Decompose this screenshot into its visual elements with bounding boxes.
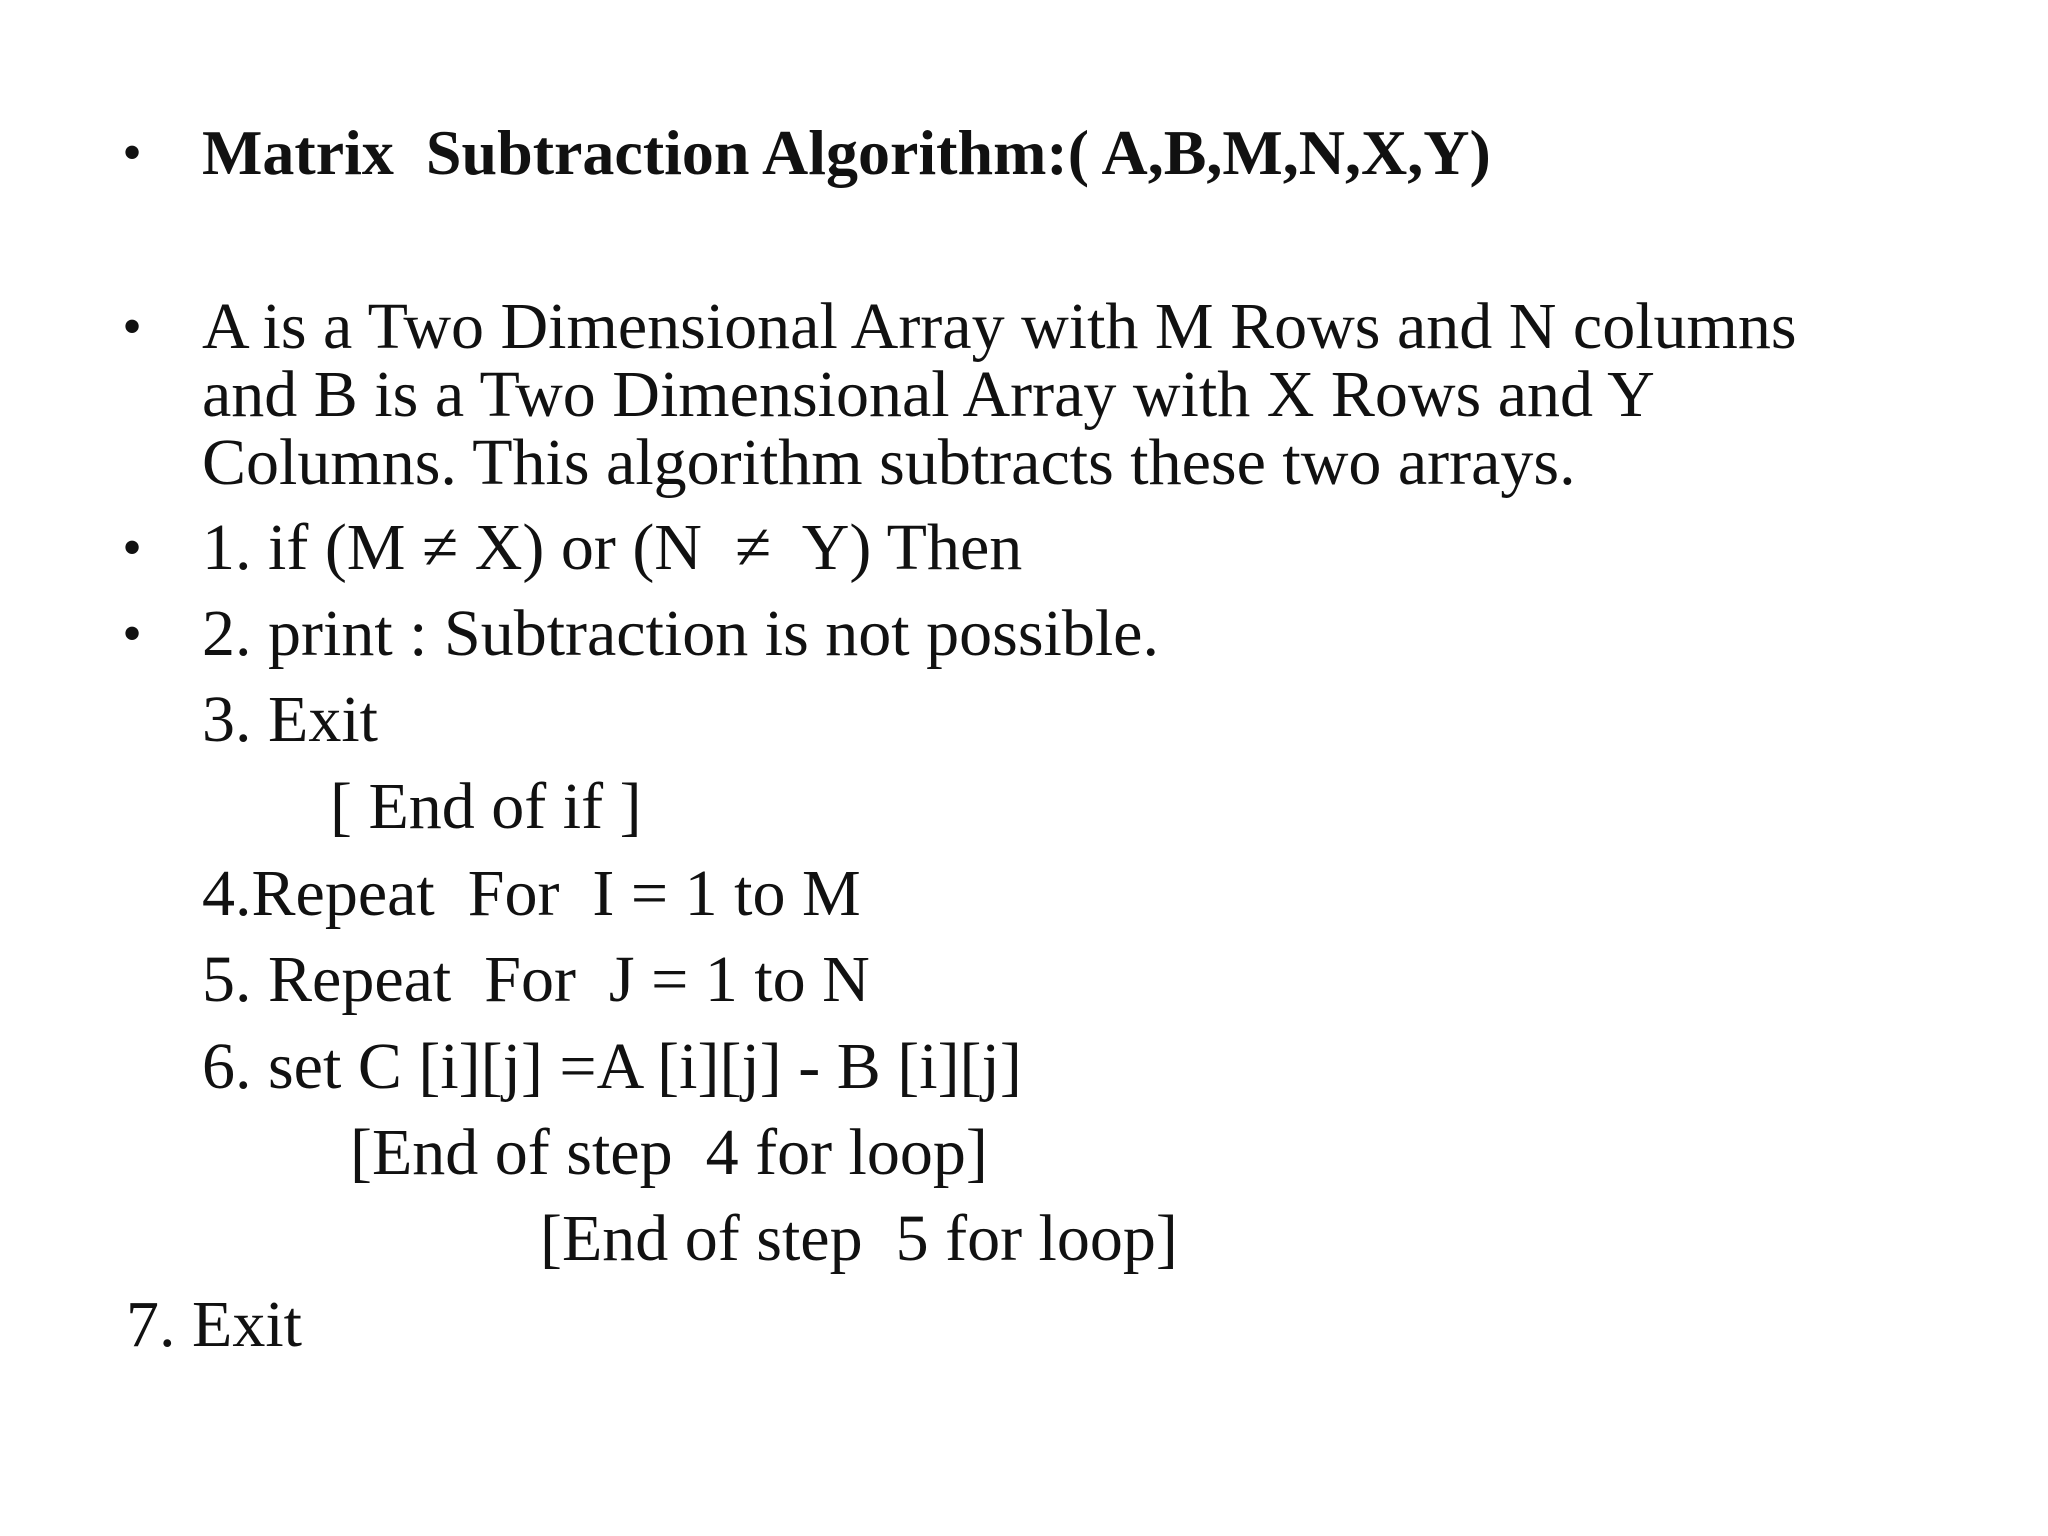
- step-2: 2. print : Subtraction is not possible.: [202, 597, 1159, 670]
- bullet-title: •: [122, 122, 142, 184]
- end-step-4-loop: [End of step 4 for loop]: [350, 1116, 988, 1189]
- bullet-description: •: [122, 296, 142, 358]
- step-4: 4.Repeat For I = 1 to M: [202, 857, 861, 930]
- description-line-2: and B is a Two Dimensional Array with X Rows and Y: [202, 358, 1655, 431]
- end-if: [ End of if ]: [330, 770, 642, 843]
- step-7: 7. Exit: [126, 1288, 302, 1361]
- description-line-1: A is a Two Dimensional Array with M Rows and N columns: [202, 290, 1797, 363]
- slide-title: Matrix Subtraction Algorithm:( A,B,M,N,X,Y): [202, 117, 1491, 188]
- step-6: 6. set C [i][j] =A [i][j] - B [i][j]: [202, 1030, 1022, 1103]
- step-1: 1. if (M ≠ X) or (N ≠ Y) Then: [202, 511, 1023, 584]
- bullet-step-2: •: [122, 603, 142, 665]
- step-3: 3. Exit: [202, 683, 378, 756]
- bullet-step-1: •: [122, 517, 142, 579]
- step-5: 5. Repeat For J = 1 to N: [202, 943, 870, 1016]
- end-step-5-loop: [End of step 5 for loop]: [540, 1202, 1178, 1275]
- description-line-3: Columns. This algorithm subtracts these two arrays.: [202, 426, 1576, 499]
